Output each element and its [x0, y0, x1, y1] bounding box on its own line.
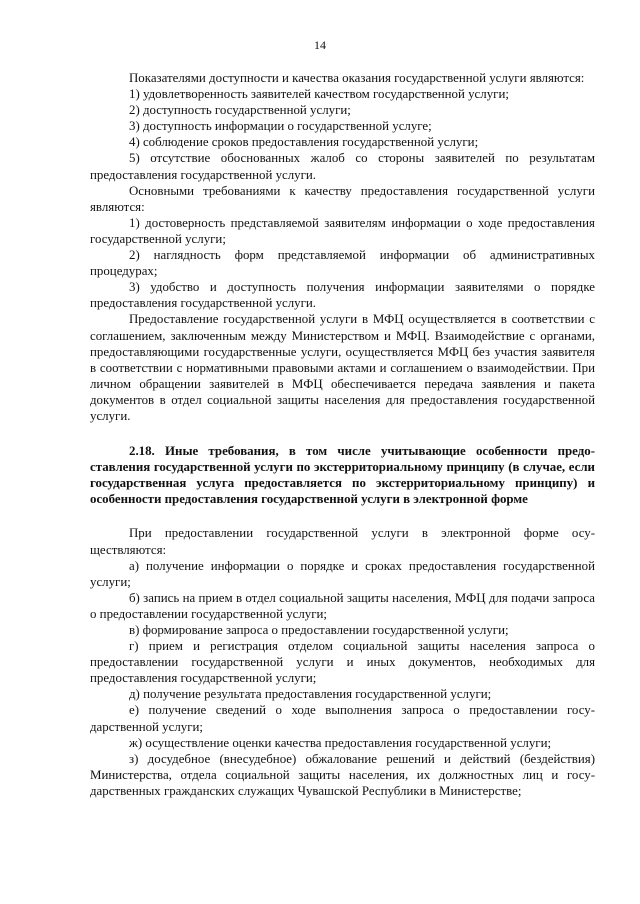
paragraph: 2) доступность государственной услуги; — [129, 103, 351, 118]
paragraph: Основными требованиями к качеству предоставления государственной услуги являются: — [90, 183, 595, 214]
document-body — [90, 70, 595, 799]
paragraph: 3) удобство и доступность получения информации заявителями о порядке предоставления государственной услуги. — [90, 280, 595, 311]
paragraph: 1) достоверность представляемой заявителям информации о ходе предоставления государственной услуги; — [90, 215, 595, 246]
list-item: е) получение сведений о ходе выполнения запроса о предоставлении государственной услуги; — [90, 703, 595, 734]
page-number: 14 — [314, 38, 326, 52]
paragraph: 1) удовлетворенность заявителей качеством государственной услуги; — [129, 87, 509, 102]
paragraph: 4) соблюдение сроков предоставления государственной услуги; — [129, 135, 479, 150]
list-item: з) досудебное (внесудебное) обжалование решений и действий (бездействия) Министерства, отдела социальной защиты населения, их должностных лиц и государственных гражданских служащих Чувашской Республики в Министерстве; — [90, 751, 595, 798]
list-item: д) получение результата предоставления государственной услуги; — [129, 687, 492, 702]
paragraph: Предоставление государственной услуги в МФЦ осуществляется в соответствии с соглашением, заключенным между Министерством и МФЦ. Взаимодействие с органами, предоставляющими государственные услуги, осуществляется МФЦ без участия заявителя в соответствии с нормативными правовыми актами и соглашением о взаимодействии. При личном обращении заявителей в МФЦ обеспечивается передача заявления и пакета документов в отдел социальной защиты населения для предоставления государственной услуги. — [90, 312, 595, 423]
list-item: ж) осуществление оценки качества предоставления государственной услуги; — [129, 735, 552, 750]
list-item: в) формирование запроса о предоставлении государственной услуги; — [129, 623, 509, 637]
paragraph: При предоставлении государственной услуги в электронной форме осуществляются: — [90, 526, 595, 557]
paragraph: 2) наглядность форм представляемой информации об административных процедурах; — [90, 248, 595, 279]
paragraph: Показателями доступности и качества оказания государственной услуги являются: — [129, 71, 585, 85]
paragraph: 3) доступность информации о государственной услуге; — [129, 119, 432, 134]
list-item: г) прием и регистрация отделом социальной защиты населения запроса о предоставлении государственной услуги и иных документов, необходимых для предоставления государственной услуги; — [90, 639, 595, 686]
paragraph: 5) отсутствие обоснованных жалоб со стороны заявителей по результатам предоставления государственной услуги. — [90, 151, 595, 182]
list-item: б) запись на прием в отдел социальной защиты населения, МФЦ для подачи запроса о предоставлении государственной услуги; — [90, 590, 595, 621]
section-heading: 2.18. Иные требования, в том числе учитывающие особенности предоставления государственной услуги по экстерриториальному принципу (в случае, если государственная услуга предоставляется по экстерриториальному принципу) и особенности предоставления государственной услуги в электронной форме — [90, 444, 595, 507]
list-item: а) получение информации о порядке и сроках предоставления государственной услуги; — [90, 558, 595, 589]
